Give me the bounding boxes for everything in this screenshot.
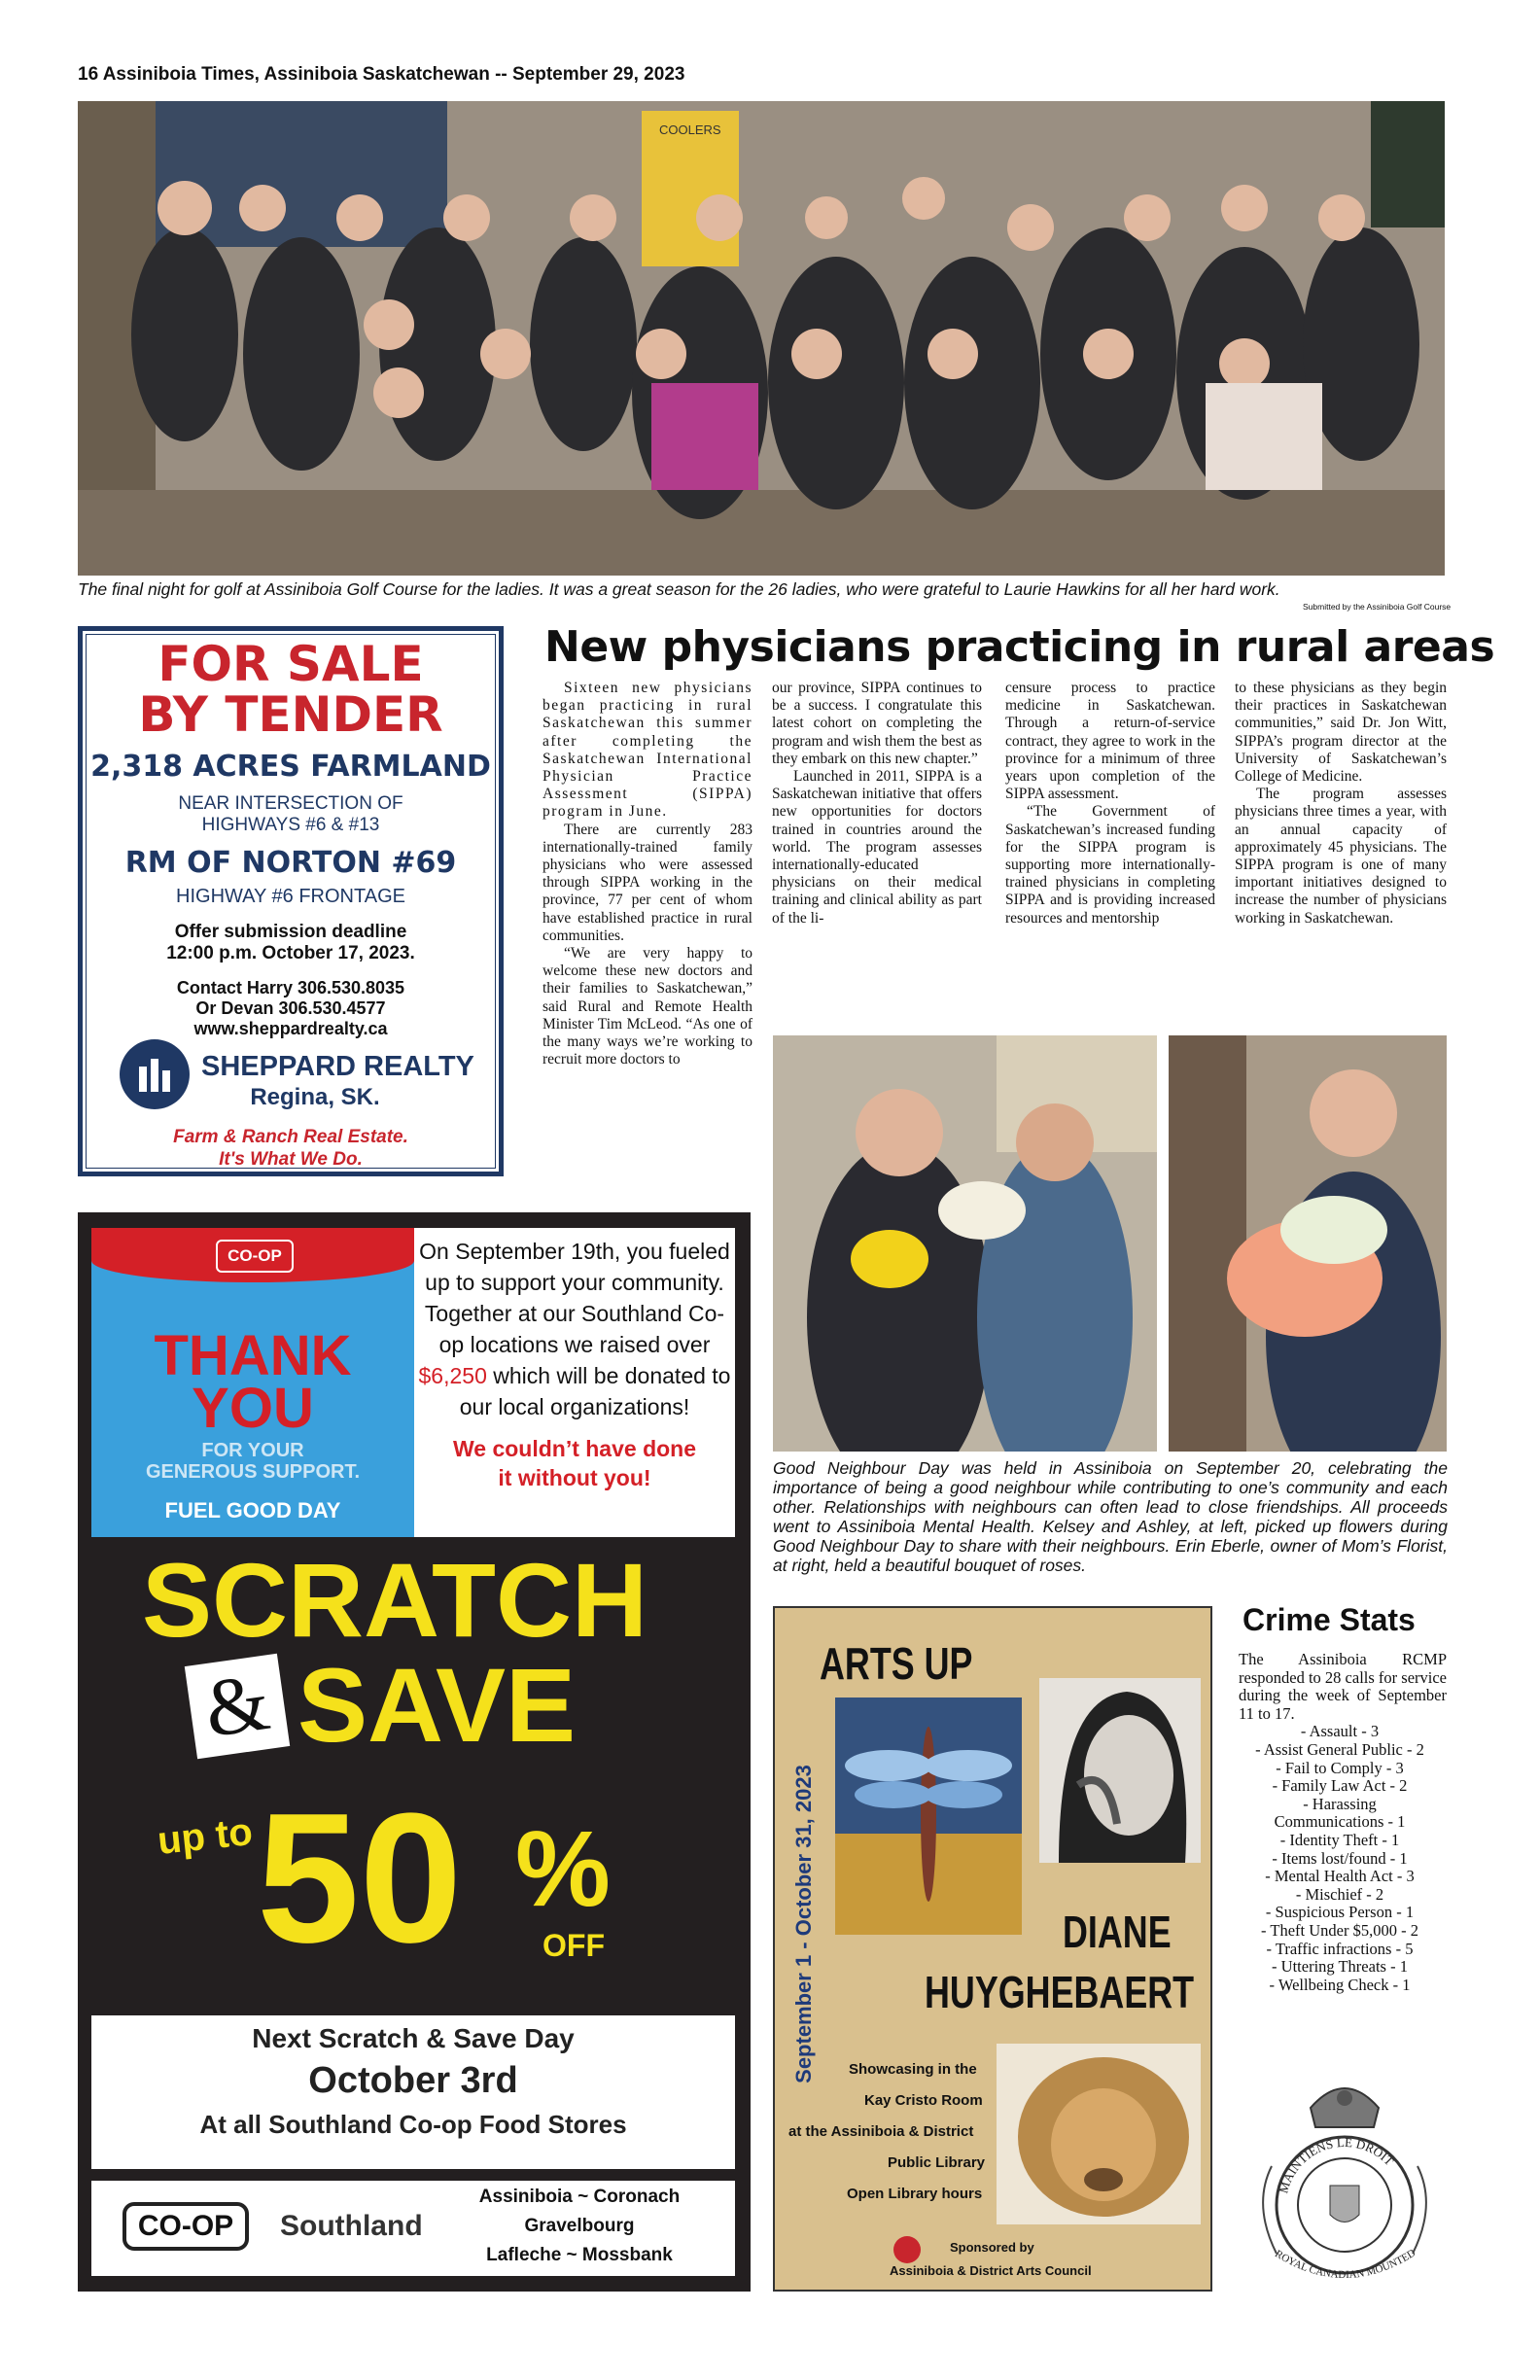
article-headline: New physicians practicing in rural areas [544, 622, 1495, 672]
article-col-1 [542, 680, 752, 1068]
arts-up-ad [773, 1606, 1212, 2292]
next-scratch-date: October 3rd [308, 2060, 518, 2101]
crime-item: - Traffic infractions - 5 [1266, 1939, 1414, 1958]
generous-text: GENEROUS SUPPORT. [145, 1461, 361, 1483]
rcmp-crest-icon [1242, 2069, 1447, 2292]
article-para: There are currently 283 internationally-trained family physicians who were assessed through SIPPA working in the province, 77 per cent of whom have established practice in rural communities. [542, 821, 752, 944]
you-text: YOU [192, 1377, 314, 1440]
portrait-drawing [1039, 1678, 1201, 1863]
article-col-2 [772, 680, 982, 928]
crest-banner: ROYAL CANADIAN MOUNTED [1273, 2247, 1418, 2282]
article-para: censure process to practice medicine in Saskatchewan. Through a return-of-service contract, they agree to work in the province for a minimum of three years upon completion of the SIPPA assessment. [1005, 680, 1215, 803]
neighbour-caption: Good Neighbour Day was held in Assiniboia on September 20, celebrating the importance of being a good neighbour while contributing to one’s community and each other. Relationships with neighbours can often lead to close friendships. All proceeds went to Assiniboia Mental Health. Kelsey and Ashley, at left, picked up flowers during Good Neighbour Day to share with their neighbours. Erin Eberle, owner of Mom’s Florist, at right, held a beautiful bouquet of roses. [773, 1458, 1448, 1575]
tender-website[interactable]: www.sheppardrealty.ca [193, 1019, 388, 1038]
tender-contact-2: Or Devan 306.530.4577 [195, 998, 386, 1018]
lion-drawing [997, 2044, 1201, 2224]
coop-logo-bottom: CO-OP [122, 2202, 249, 2251]
for-your-text: FOR YOUR [201, 1440, 304, 1461]
neighbour-photo-right [1169, 1035, 1447, 1452]
save-text: SAVE [298, 1646, 577, 1764]
tender-highways: HIGHWAYS #6 & #13 [201, 815, 380, 835]
crime-item: - Assist General Public - 2 [1255, 1739, 1424, 1759]
sponsor-name: Assiniboia & District Arts Council [890, 2263, 1092, 2278]
crime-item: - Assault - 3 [1300, 1722, 1380, 1741]
tender-deadline-1: Offer submission deadline [174, 922, 407, 942]
coop-message-pre: On September 19th, you fueled up to support your community. Together at our Southland Co-op locations we raised over [419, 1239, 730, 1357]
thank-you-panel [91, 1228, 414, 1537]
tender-rm: RM OF NORTON #69 [124, 846, 457, 880]
crime-item: - Wellbeing Check - 1 [1269, 1975, 1411, 1994]
fifty-text: 50 [257, 1775, 463, 1981]
article-para: our province, SIPPA continues to be a success. I congratulate this latest cohort on completing the program and wish them the best as they embark on this new chapter.” [772, 680, 982, 767]
location-line-2: Gravelbourg [524, 2216, 635, 2236]
article-para: Sixteen new physicians began practicing in rural Saskatchewan this summer after completing the Saskatchewan International Physician Practice Assessment (SIPPA) program in June. [542, 680, 752, 821]
sponsored-by: Sponsored by [950, 2240, 1034, 2255]
article-para: to these physicians as they begin their practices in Saskatchewan communities,” said Dr. Jon Witt, SIPPA’s program director at the University of Saskatchewan’s College of Medicine. [1235, 680, 1447, 786]
next-scratch-stores: At all Southland Co-op Food Stores [199, 2110, 627, 2139]
crime-item: - Mental Health Act - 3 [1265, 1867, 1415, 1886]
show-line-4: Public Library [888, 2154, 986, 2171]
coop-message [414, 1228, 735, 1422]
coop-amount: $6,250 [418, 1363, 487, 1388]
show-line-5: Open Library hours [847, 2186, 983, 2202]
crime-item: Communications - 1 [1274, 1812, 1406, 1832]
tender-tagline-1: Farm & Ranch Real Estate. [173, 1127, 408, 1147]
page-header: 16 Assiniboia Times, Assiniboia Saskatchewan -- September 29, 2023 [78, 64, 685, 85]
crest-motto: MAINTIENS LE DROIT [1276, 2134, 1397, 2195]
tender-acres: 2,318 ACRES FARMLAND [90, 750, 491, 784]
coop-message-post: which will be donated to our local organizations! [459, 1363, 731, 1419]
show-line-1: Showcasing in the [849, 2061, 977, 2078]
coolers-sign: COOLERS [659, 122, 721, 137]
article-para: “The Government of Saskatchewan’s increased funding for the SIPPA program is supporting more internationally-trained physicians in completing SIPPA and is providing increased resources and mentorship [1005, 803, 1215, 927]
crime-item: - Suspicious Person - 1 [1265, 1903, 1415, 1922]
tender-ad [78, 626, 504, 1176]
tender-deadline-2: 12:00 p.m. October 17, 2023. [166, 943, 415, 963]
coop-ad [78, 1212, 751, 2292]
sheppard-name: SHEPPARD REALTY [201, 1051, 474, 1082]
crime-item: - Fail to Comply - 3 [1276, 1758, 1404, 1777]
crime-item: - Family Law Act - 2 [1272, 1776, 1408, 1796]
artist-first: DIANE [1063, 1907, 1172, 1957]
neighbour-photo-left [773, 1035, 1157, 1452]
tender-contact-1: Contact Harry 306.530.8035 [176, 978, 405, 998]
golf-group-photo [78, 101, 1445, 576]
arts-council-logo-icon [893, 2236, 921, 2263]
sheppard-city: Regina, SK. [250, 1084, 380, 1110]
article-col-3 [1005, 680, 1215, 928]
golf-caption: The final night for golf at Assiniboia Golf Course for the ladies. It was a great season for the 26 ladies, who were grateful to Laurie Hawkins for all her hard work. [78, 579, 1280, 599]
crime-intro: The Assiniboia RCMP responded to 28 calls for service during the week of September 11 to 17. [1239, 1650, 1447, 1723]
crime-item: - Items lost/found - 1 [1272, 1848, 1408, 1868]
article-para: The program assesses physicians three times a year, with an annual capacity of approximately 45 physicians. The SIPPA program is one of many important initiatives designed to increase the number of physicians working in Saskatchewan. [1235, 786, 1447, 927]
arts-title: ARTS UP [820, 1638, 973, 1689]
crime-item: - Harassing [1303, 1794, 1377, 1813]
show-line-2: Kay Cristo Room [864, 2092, 983, 2109]
amp-symbol: & [199, 1656, 275, 1756]
tender-near: NEAR INTERSECTION OF [178, 793, 403, 814]
artist-last: HUYGHEBAERT [925, 1967, 1195, 2017]
crime-item: - Mischief - 2 [1295, 1884, 1384, 1904]
scratch-text: SCRATCH [142, 1541, 648, 1659]
golf-credit: Submitted by the Assiniboia Golf Course [1303, 602, 1452, 612]
coop-logo-top: CO-OP [216, 1240, 294, 1273]
next-scratch-panel [91, 2015, 735, 2169]
thank-text: THANK [154, 1324, 352, 1387]
article-para: Launched in 2011, SIPPA is a Saskatchewan initiative that offers new opportunities for doctors trained in countries around the world. The program assesses internationally-educated physicians on their medical training and clinical ability as part of the li- [772, 768, 982, 927]
thank-you-message [414, 1228, 735, 1537]
arts-dates: September 1 - October 31, 2023 [791, 1765, 816, 2083]
tender-title-2: BY TENDER [138, 686, 443, 743]
crime-stats [1233, 1651, 1447, 1994]
up-to-text: up to [155, 1810, 255, 1863]
crime-item: - Uttering Threats - 1 [1272, 1957, 1408, 1977]
tender-title-1: FOR SALE [158, 636, 424, 692]
article-para: “We are very happy to welcome these new doctors and their families to Saskatchewan,” said Rural and Remote Health Minister Tim McLeod. “As one of the many ways we’re working to recruit more doctors to [542, 945, 752, 1068]
show-line-3: at the Assiniboia & District [788, 2123, 974, 2140]
off-text: OFF [542, 1928, 605, 1963]
tender-tagline-2: It's What We Do. [219, 1149, 363, 1170]
southland-footer [91, 2181, 735, 2276]
article-col-4 [1235, 680, 1447, 928]
fuel-good-day: FUEL GOOD DAY [164, 1498, 341, 1522]
percent-text: % [515, 1809, 611, 1929]
southland-name: Southland [280, 2210, 423, 2242]
next-scratch-label: Next Scratch & Save Day [252, 2023, 575, 2053]
crime-item: - Theft Under $5,000 - 2 [1261, 1920, 1418, 1940]
amp-box [185, 1654, 290, 1759]
crime-item: - Identity Theft - 1 [1279, 1830, 1400, 1849]
tender-frontage: HIGHWAY #6 FRONTAGE [176, 886, 405, 907]
location-line-3: Lafleche ~ Mossbank [486, 2245, 673, 2265]
coop-couldnt: We couldn’t have done it without you! [452, 1436, 697, 1490]
dragonfly-painting [835, 1698, 1022, 1935]
crime-title: Crime Stats [1242, 1602, 1416, 1637]
location-line-1: Assiniboia ~ Coronach [478, 2187, 681, 2207]
